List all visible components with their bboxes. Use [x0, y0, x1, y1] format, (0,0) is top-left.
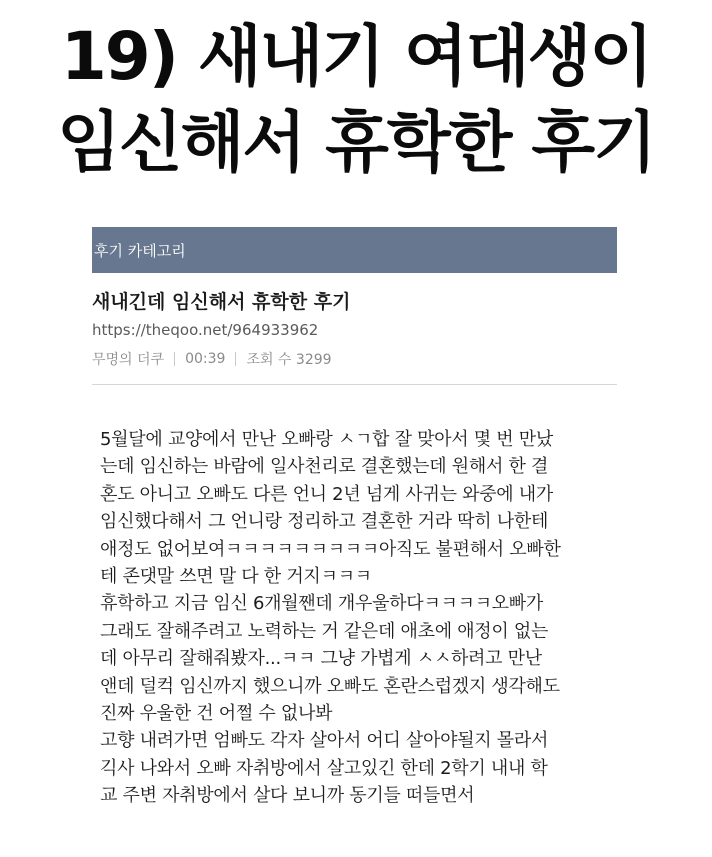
- post-author: 무명의 더쿠: [92, 352, 165, 368]
- category-bar[interactable]: [92, 227, 617, 273]
- headline-line-2: 임신해서 휴학한 후기: [57, 104, 655, 181]
- body-line: 혼도 아니고 오빠도 다른 언니 2년 넘게 사귀는 와중에 내가: [100, 483, 553, 505]
- body-line: 앤데 덜컥 임신까지 했으니까 오빠도 혼란스럽겠지 생각해도: [100, 675, 560, 697]
- post-time: 00:39: [185, 351, 226, 367]
- post-title: 새내긴데 임신해서 휴학한 후기: [92, 291, 351, 313]
- post-body: [100, 426, 645, 810]
- body-line: 임신했다해서 그 언니랑 정리하고 결혼한 거라 딱히 나한테: [100, 511, 549, 533]
- body-line: 휴학하고 지금 임신 6개월짼데 개우울하다ㅋㅋㅋㅋ오빠가: [100, 593, 543, 615]
- body-line: 긱사 나와서 오빠 자취방에서 살고있긴 한데 2학기 내내 학: [100, 757, 548, 779]
- post-views: 조회 수 3299: [246, 352, 332, 368]
- category-label[interactable]: 후기 카테고리: [94, 241, 186, 260]
- body-line: 그래도 잘해주려고 노력하는 거 같은데 애초에 애정이 없는: [100, 620, 549, 642]
- body-line: 테 존댓말 쓰면 말 다 한 거지ㅋㅋㅋ: [100, 566, 372, 588]
- body-line: 고향 내려가면 엄빠도 각자 살아서 어디 살아야될지 몰라서: [100, 730, 549, 752]
- body-line: 5월달에 교양에서 만난 오빠랑 ㅅㄱ합 잘 맞아서 몇 번 만났: [100, 429, 553, 450]
- post-meta: [92, 349, 332, 369]
- headline: [0, 14, 712, 186]
- header-divider: [92, 384, 617, 385]
- body-line: 교 주변 자취방에서 살다 보니까 동기들 떠들면서: [100, 785, 475, 807]
- headline-line-1: 19) 새내기 여대생이: [60, 18, 652, 95]
- body-line: 는데 임신하는 바람에 일사천리로 결혼했는데 원해서 한 결: [100, 456, 549, 478]
- meta-separator: [174, 352, 175, 366]
- body-line: 데 아무리 잘해줘봤자...ㅋㅋ 그냥 가볍게 ㅅㅅ하려고 만난: [100, 648, 542, 670]
- meta-separator: [235, 352, 236, 366]
- body-line: 애정도 없어보여ㅋㅋㅋㅋㅋㅋㅋㅋㅋ아직도 불편해서 오빠한: [100, 538, 561, 560]
- post-url-link[interactable]: https://theqoo.net/964933962: [92, 321, 319, 339]
- body-line: 진짜 우울한 건 어쩔 수 없나봐: [100, 703, 333, 725]
